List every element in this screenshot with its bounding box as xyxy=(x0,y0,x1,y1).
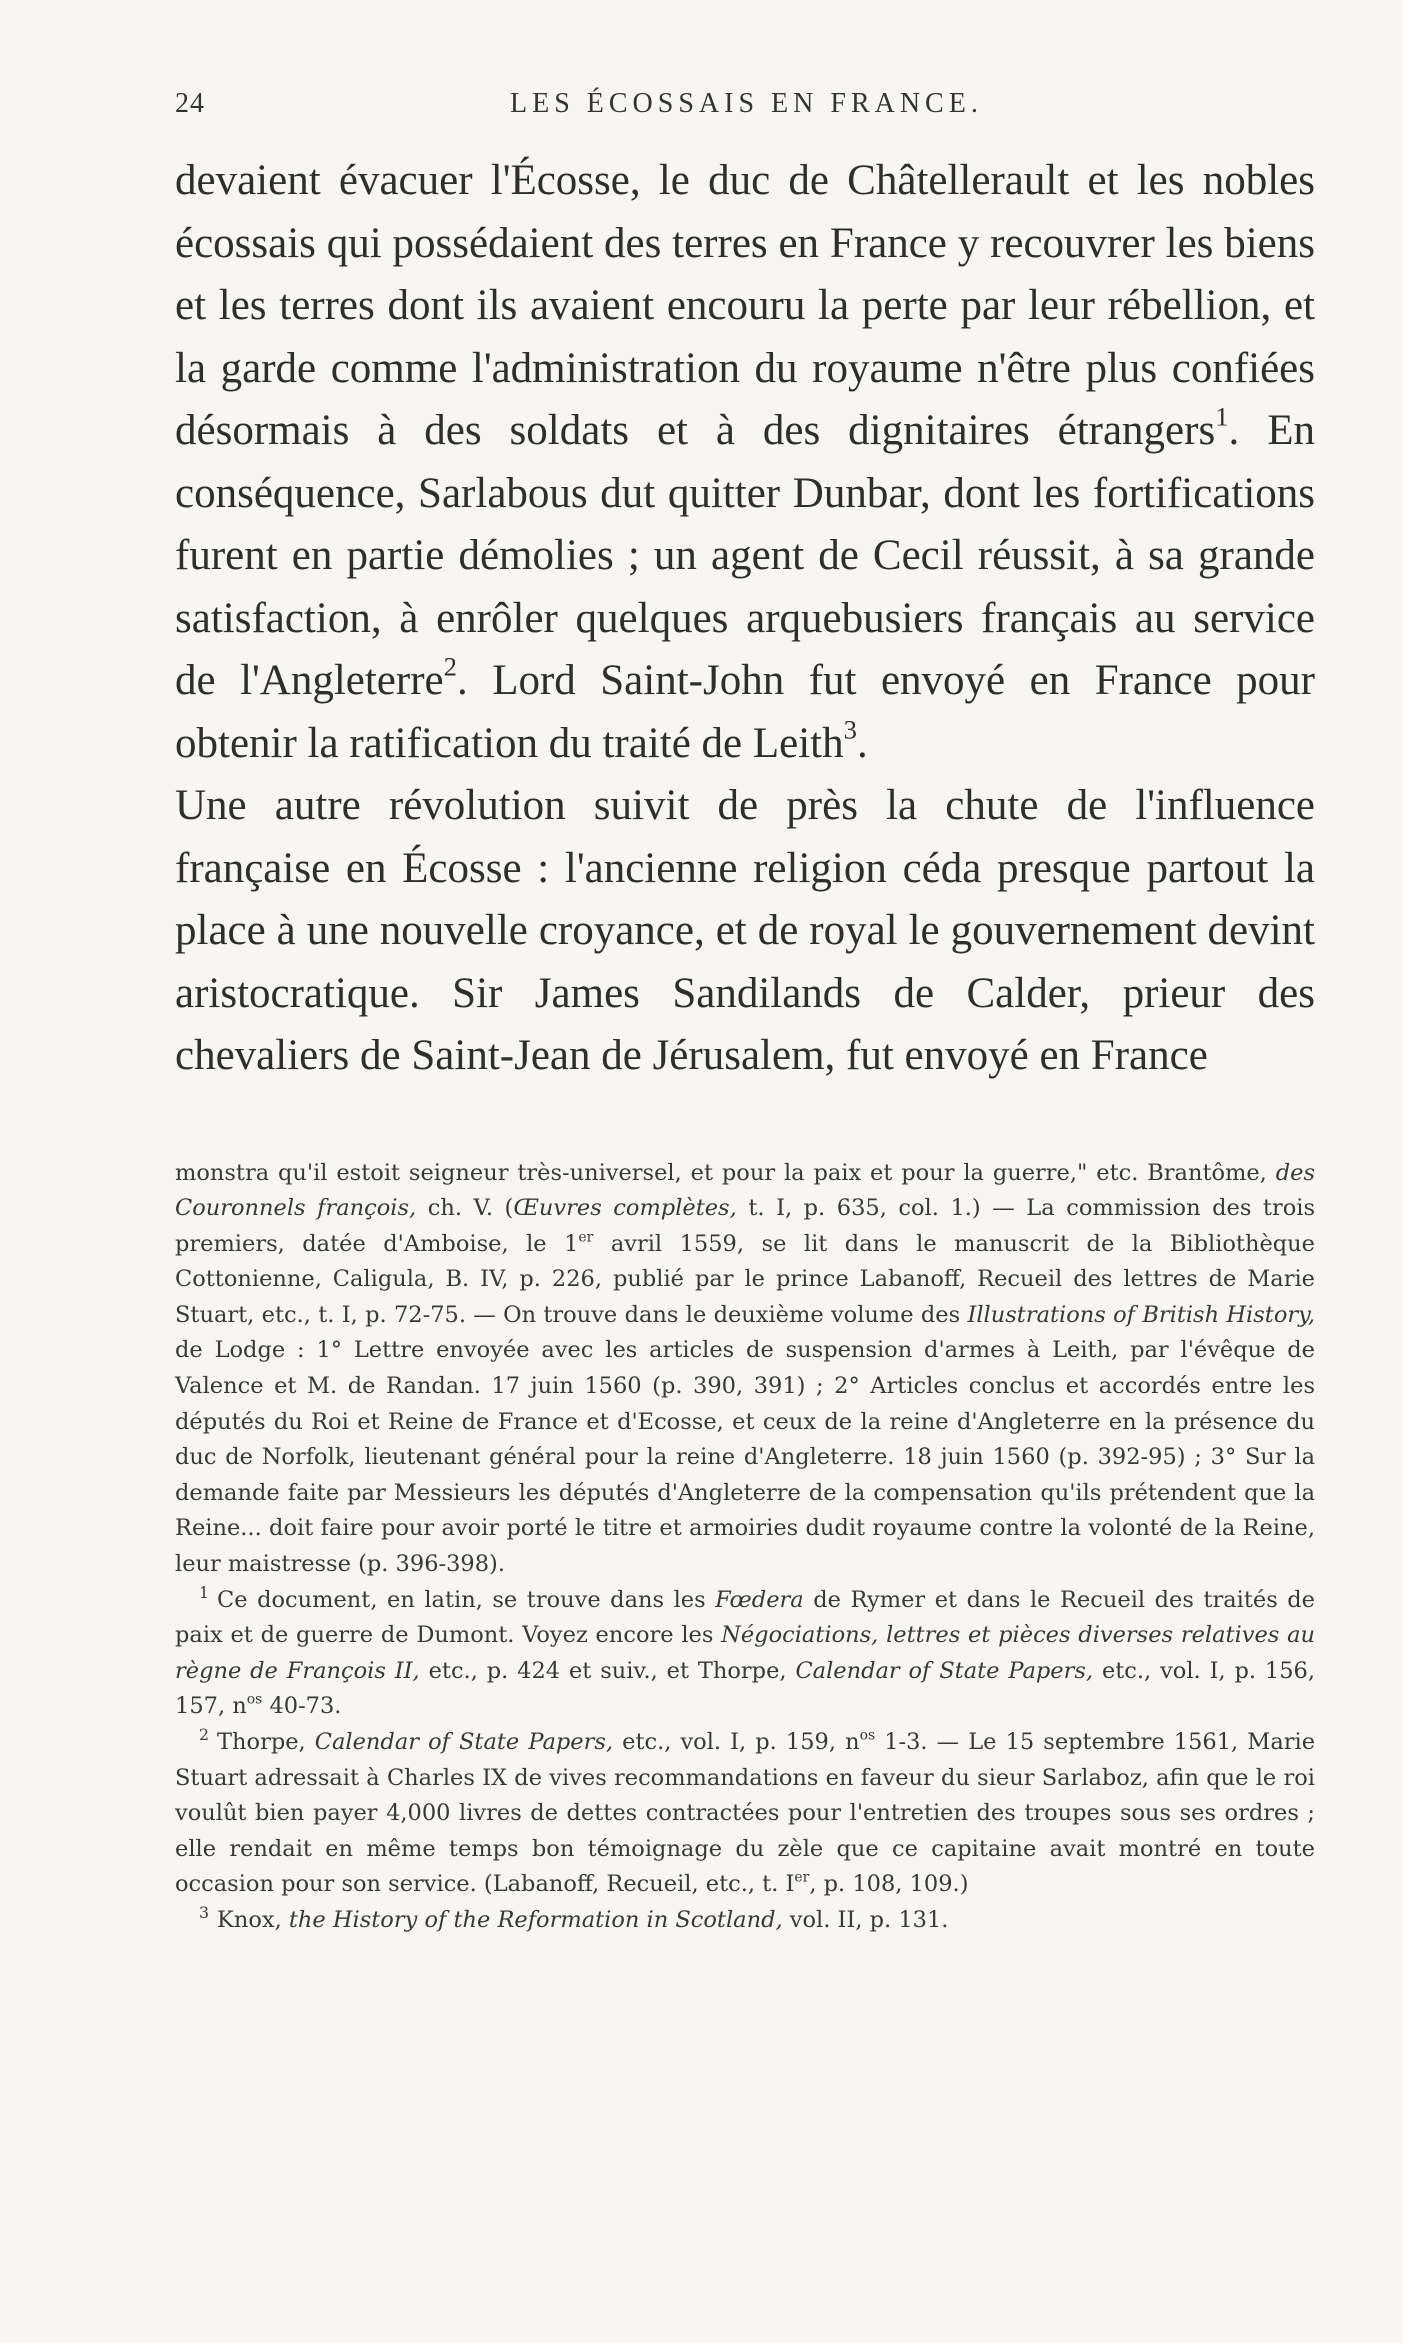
fn3-a: Knox, xyxy=(217,1906,289,1933)
footnotes xyxy=(175,1156,1315,1939)
paragraph-1-part-a: devaient évacuer l'Écosse, le duc de Châtellerault et les nobles écossais qui possédaient des terres en France y recouvrer les biens et les terres dont ils avaient encouru la perte par leur rébellion, et la garde comme l'administration du royaume n'être plus confiées désormais à des soldats et à des dignitaires étrangers xyxy=(175,157,1315,454)
fn1-f: Calendar of State Papers, xyxy=(795,1657,1094,1684)
book-page xyxy=(175,88,1315,1939)
fn3-b: the History of the Reformation in Scotland, xyxy=(288,1906,783,1933)
fn2-a: Thorpe, xyxy=(217,1729,315,1755)
fn1-c: de Rymer et dans le Recueil des traités de paix et de guerre de Dumont. Voyez encore les xyxy=(175,1586,1315,1649)
footnote-3 xyxy=(175,1903,1315,1939)
footnote-1-mark: 1 xyxy=(199,1582,210,1602)
fn-cont-h: de Lodge : 1° Lettre envoyée avec les articles de suspension d'armes à Leith, par l'évêque de Valence et M. de Randan. 17 juin 1560 (p. 390, 391) ; 2° Articles conclus et accordés entre les députés du Roi et Reine de France et d'Ecosse, et ceux de la reine d'Angleterre en la présence du duc de Norfolk, lieutenant général pour la reine d'Angleterre. 18 juin 1560 (p. 392-95) ; 3° Sur la demande faite par Messieurs les députés d'Angleterre de la compensation qu'ils prétendent que la Reine... doit faire pour avoir porté le titre et armoiries dudit royaume contre la volonté de la Reine, leur maistresse (p. 396-398). xyxy=(175,1337,1315,1578)
fn1-g-sup: os xyxy=(246,1691,263,1708)
fn2-d: 1-3. — Le 15 septembre 1561, Marie Stuart adressait à Charles IX de vives recommandations en faveur du sieur Sarlaboz, afin que le roi voulût bien payer 4,000 livres de dettes contractées pour l'entretien des troupes sous ses ordres ; elle rendait en même temps bon témoignage du zèle que ce capitaine avait montré en toute occasion pour son service. (Labanoff, Recueil, etc., t. I xyxy=(175,1729,1316,1898)
paragraph-1 xyxy=(175,150,1315,775)
footnote-continuation xyxy=(175,1156,1315,1583)
footnote-ref-2: 2 xyxy=(443,651,457,682)
fn1-g: etc., vol. I, p. 156, 157, n xyxy=(175,1657,1316,1720)
paragraph-2 xyxy=(175,775,1315,1088)
fn-cont-b: des Couronnels françois, xyxy=(175,1159,1315,1222)
fn1-h: 40-73. xyxy=(262,1693,342,1720)
footnote-ref-1: 1 xyxy=(1215,401,1229,432)
footnote-1 xyxy=(175,1583,1315,1725)
fn-cont-c: ch. V. ( xyxy=(416,1195,514,1222)
main-text xyxy=(175,150,1315,1088)
fn1-b: Fœdera xyxy=(715,1586,804,1613)
fn1-a: Ce document, en latin, se trouve dans les xyxy=(217,1586,716,1613)
running-title: LES ÉCOSSAIS EN FRANCE. xyxy=(510,88,983,119)
paragraph-1-part-d: . xyxy=(856,719,868,767)
fn2-c: etc., vol. I, p. 159, n xyxy=(613,1729,860,1755)
footnote-2 xyxy=(175,1725,1315,1903)
fn-cont-f: avril 1559, se lit dans le manuscrit de la Bibliothèque Cottonienne, Caligula, B. IV, p. 226, publié par le prince Labanoff, Recueil des lettres de Marie Stuart, etc., t. I, p. 72-75. — On trouve dans le deuxième volume des xyxy=(175,1230,1315,1328)
footnote-2-mark: 2 xyxy=(199,1725,210,1745)
fn2-c-sup: os xyxy=(859,1727,876,1744)
fn-cont-g: Illustrations of British History, xyxy=(967,1301,1316,1328)
paragraph-1-part-b: . En conséquence, Sarlabous dut quitter Dunbar, dont les fortifications furent en partie démolies ; un agent de Cecil réussit, à sa grande satisfaction, à enrôler quelques arquebusiers français au service de l'Angleterre xyxy=(175,407,1315,704)
page-number: 24 xyxy=(175,88,205,119)
fn-cont-e: t. I, p. 635, col. 1.) — La commission des trois premiers, datée d'Amboise, le 1 xyxy=(175,1195,1316,1257)
fn2-d-sup: er xyxy=(794,1869,810,1886)
footnote-ref-3: 3 xyxy=(843,713,857,744)
fn2-b: Calendar of State Papers, xyxy=(314,1729,614,1755)
fn-cont-e-sup: er xyxy=(578,1228,594,1245)
footnote-3-mark: 3 xyxy=(199,1903,210,1923)
fn2-e: , p. 108, 109.) xyxy=(809,1871,969,1898)
page-header xyxy=(175,88,1315,134)
fn1-d: Négociations, lettres et pièces diverses relatives au règne de François II, xyxy=(175,1622,1316,1684)
fn1-e: etc., p. 424 et suiv., et Thorpe, xyxy=(419,1657,796,1684)
fn-cont-d: Œuvres complètes, xyxy=(513,1195,737,1222)
paragraph-1-part-c: . Lord Saint-John fut envoyé en France pour obtenir la ratification du traité de Leith xyxy=(175,657,1315,767)
paragraph-2-text: Une autre révolution suivit de près la chute de l'influence française en Écosse : l'ancienne religion céda presque partout la place à une nouvelle croyance, et de royal le gouvernement devint aristocratique. Sir James Sandilands de Calder, prieur des chevaliers de Saint-Jean de Jérusalem, fut envoyé en France xyxy=(175,782,1315,1079)
fn3-c: vol. II, p. 131. xyxy=(782,1906,949,1933)
fn-cont-a: monstra qu'il estoit seigneur très-universel, et pour la paix et pour la guerre," etc. Brantôme, xyxy=(175,1159,1276,1186)
